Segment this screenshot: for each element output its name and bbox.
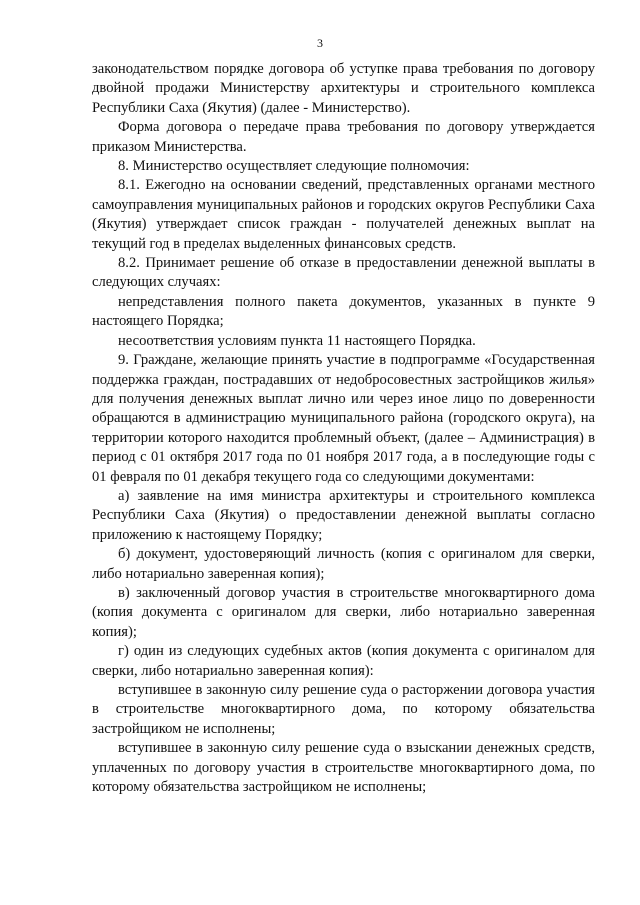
- document-body: [92, 60, 595, 797]
- paragraph: г) один из следующих судебных актов (копия документа с оригиналом для сверки, либо нотариально заверенная копия):: [92, 643, 595, 679]
- paragraph: 8. Министерство осуществляет следующие полномочия:: [118, 158, 470, 175]
- paragraph: в) заключенный договор участия в строительстве многоквартирного дома (копия документа с оригиналом для сверки, либо нотариально заверенная копия);: [92, 584, 595, 640]
- paragraph: 9. Граждане, желающие принять участие в подпрограмме «Государственная поддержка граждан, пострадавших от недобросовестных застройщиков жилья» для получения денежных выплат лично или через иное лицо по доверенности обращаются в администрацию муниципального района (городского округа), на территории которого находится проблемный объект, (далее – Администрация) в период с 01 октября 2017 года по 01 ноября 2017 года, а в последующие годы с 01 февраля по 01 декабря текущего года со следующими документами:: [92, 352, 595, 485]
- paragraph: вступившее в законную силу решение суда о взыскании денежных средств, уплаченных по договору участия в строительстве многоквартирного дома, по которому обязательства застройщиком не исполнены;: [92, 740, 595, 796]
- page-number: 3: [317, 36, 323, 50]
- paragraph: б) документ, удостоверяющий личность (копия с оригиналом для сверки, либо нотариально заверенная копия);: [92, 546, 595, 582]
- paragraph: 8.1. Ежегодно на основании сведений, представленных органами местного самоуправления муниципальных районов и городских округов Республики Саха (Якутия) утверждает список граждан - получателей денежных выплат на текущий год в пределах выделенных финансовых средств.: [92, 177, 595, 252]
- paragraph: вступившее в законную силу решение суда о расторжении договора участия в строительстве многоквартирного дома, по которому обязательства застройщиком не исполнены;: [92, 682, 595, 737]
- paragraph: законодательством порядке договора об уступке права требования по договору двойной продажи Министерству архитектуры и строительного комплекса Республики Саха (Якутия) (далее - Министерство).: [92, 61, 595, 116]
- paragraph: Форма договора о передаче права требования по договору утверждается приказом Министерства.: [92, 119, 595, 155]
- paragraph: непредставления полного пакета документов, указанных в пункте 9 настоящего Порядка;: [92, 293, 595, 330]
- paragraph: а) заявление на имя министра архитектуры и строительного комплекса Республики Саха (Якутия) о предоставлении денежной выплаты согласно приложению к настоящему Порядку;: [92, 487, 595, 543]
- paragraph: несоответствия условиям пункта 11 настоящего Порядка.: [118, 332, 476, 349]
- paragraph: 8.2. Принимает решение об отказе в предоставлении денежной выплаты в следующих случаях:: [92, 255, 595, 291]
